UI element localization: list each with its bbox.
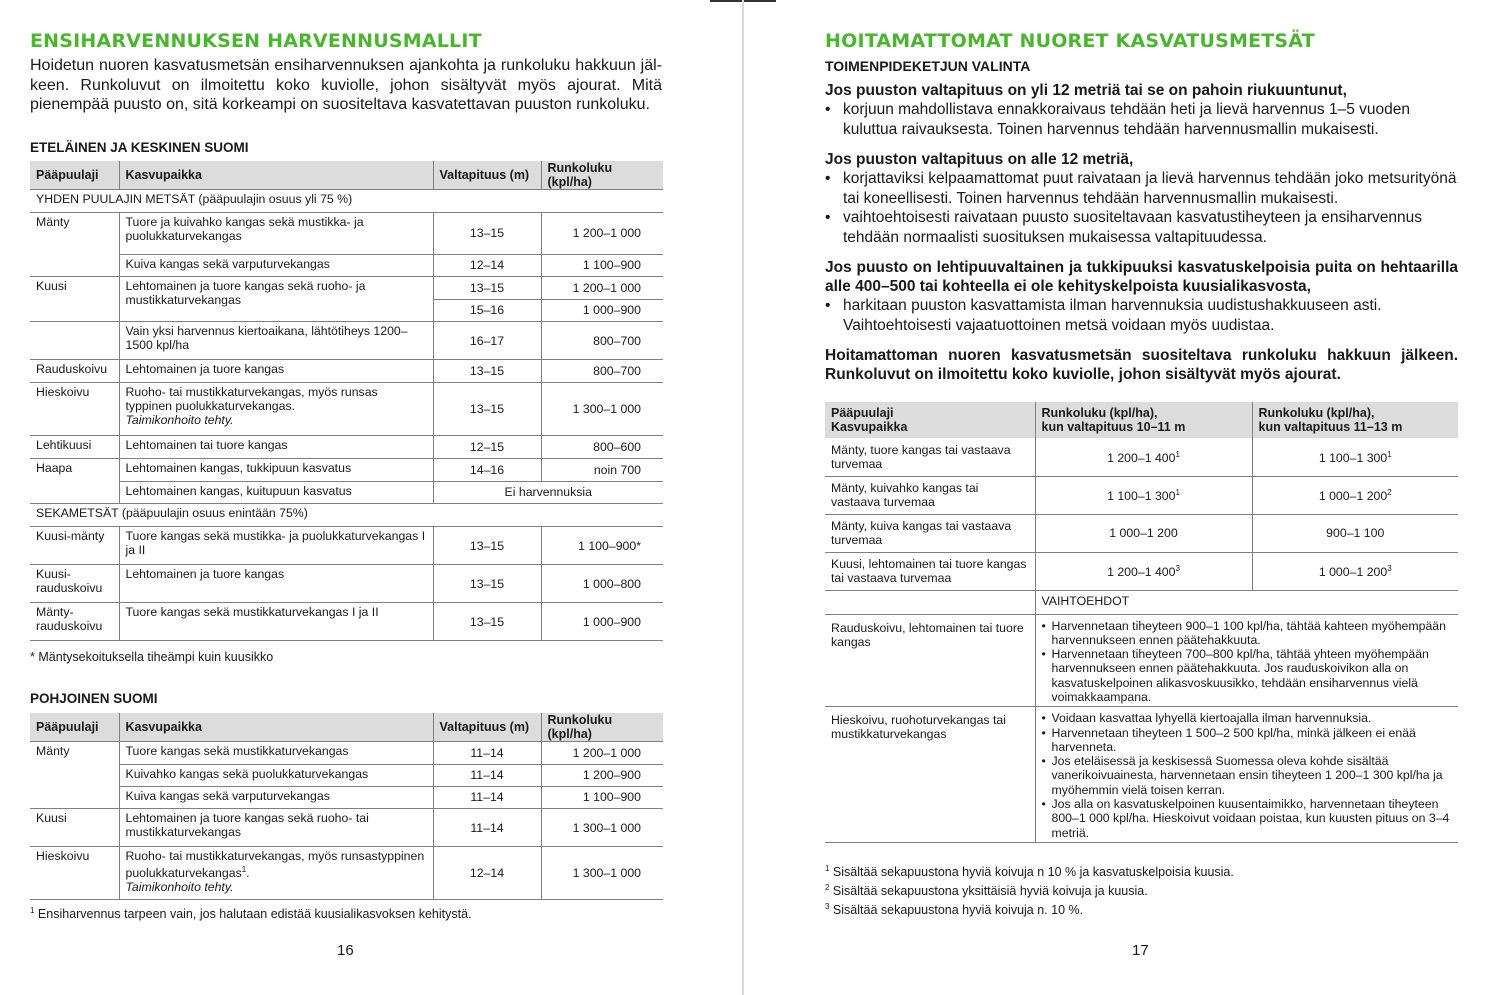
table-header-row [30, 161, 663, 190]
count-cell: 1 100–900* [541, 527, 663, 565]
species-cell: Mänty [36, 744, 70, 758]
table-row [825, 514, 1458, 552]
col-header-count-11-13 [1252, 402, 1458, 438]
table-row [30, 254, 663, 277]
table-note-south: * Mäntysekoituksella tiheämpi kuin kuusikko [30, 650, 274, 664]
block-heading-3: Jos puusto on lehtipuuvaltainen ja tukkipuuksi kasvatuskelpoisia puita on hehtaarilla alle 400–500 tai kohteella ei ole kehityskelpoista kuusialikasvosta, [825, 259, 1458, 295]
value-cell [1252, 476, 1458, 514]
group-row [30, 504, 663, 527]
alternative-row [825, 707, 1458, 843]
table-unmanaged [825, 402, 1458, 843]
footnote-text: Sisältää sekapuustona yksittäisiä hyviä koivuja ja kuusia. [829, 884, 1148, 899]
col-header-count: Runkoluku (kpl/ha) [541, 713, 663, 742]
empty-cell [825, 590, 1035, 614]
table-row [30, 213, 663, 255]
count-cell: 1 300–1 000 [541, 847, 663, 900]
value-text: 900–1 100 [1326, 526, 1385, 540]
height-cell: 11–14 [433, 764, 541, 786]
site-cell [119, 847, 433, 900]
label-cell: Rauduskoivu, lehtomainen tai tuore kangas [825, 614, 1035, 707]
list-item: • Jos eteläisessä ja keskisessä Suomessa oleva kohde sisältää vanerikoivuainesta, harvennetaan ensin tiheyteen 1 200–1 300 kpl/ha ja myöhemmin vielä toisen kerran. [1042, 754, 1453, 797]
table-row [30, 481, 663, 504]
table-row [30, 322, 663, 360]
col-header-height: Valtapituus (m) [433, 161, 541, 190]
footnote [825, 899, 1234, 918]
header-line: kun valtapituus 11–13 m [1258, 420, 1403, 434]
count-cell: 800–600 [541, 436, 663, 459]
footnote-ref: 1 [1175, 488, 1180, 498]
footnote-left [30, 906, 472, 921]
height-cell: 13–15 [433, 277, 541, 300]
value-text: 1 100–1 300 [1107, 489, 1176, 504]
footnote-text: Sisältää sekapuustona hyviä koivuja n. 10 %. [829, 903, 1084, 918]
species-cell [30, 322, 119, 360]
footnote-ref: 2 [1387, 488, 1392, 498]
footnote-ref: 1 [1175, 450, 1180, 460]
count-cell: 1 100–900 [541, 254, 663, 277]
group-label: YHDEN PUULAJIN METSÄT (pääpuulajin osuus yli 75 %) [30, 190, 663, 213]
species-cell: Kuusi [36, 279, 67, 293]
height-cell: 12–14 [433, 847, 541, 900]
site-cell: Kuiva kangas sekä varputurvekangas [119, 786, 433, 809]
footnote-marker: 3 [825, 902, 830, 912]
subtitle: TOIMENPIDEKETJUN VALINTA [825, 58, 1031, 74]
footnote-text: Sisältää sekapuustona hyviä koivuja n 10 % ja kasvatuskelpoisia kuusia. [829, 865, 1234, 880]
site-cell: Lehtomainen kangas, kuitupuun kasvatus [119, 481, 433, 504]
intro-paragraph-left: Hoidetun nuoren kasvatusmetsän ensiharvennuksen ajankohta ja runkoluku hakkuun jälkeen. Runkoluvut on ilmoitettu koko kuviolle, johon sisältyvät myös ajourat. Mitä pienempää puusto on, sitä korkeampi on suositeltava kasvatettavan puuston runkoluku. [30, 57, 662, 113]
col-header-species: Pääpuulaji [30, 161, 119, 190]
height-cell: 11–14 [433, 809, 541, 847]
count-cell: 1 300–1 000 [541, 383, 663, 436]
count-cell: 1 000–900 [541, 299, 663, 322]
table-row [30, 459, 663, 482]
height-cell: 12–14 [433, 254, 541, 277]
count-cell: 1 200–900 [541, 764, 663, 786]
header-line: Runkoluku (kpl/ha), [1258, 406, 1375, 420]
header-line: Kasvupaikka [831, 420, 908, 434]
height-cell: 14–16 [433, 459, 541, 482]
site-text: Ruoho- tai mustikkaturvekangas, myös runsas typpinen puolukkaturvekangas. [125, 385, 378, 413]
col-header-species: Pääpuulaji [30, 713, 119, 742]
height-cell: 13–15 [433, 527, 541, 565]
height-cell: 13–15 [433, 360, 541, 383]
table-row [30, 360, 663, 383]
table-row [30, 436, 663, 459]
value-cell [1252, 514, 1458, 552]
bullet-list-1 [825, 100, 1458, 139]
height-cell: 11–14 [433, 742, 541, 765]
site-cell: Kuiva kangas sekä varputurvekangas [119, 254, 433, 277]
block-heading-1: Jos puuston valtapituus on yli 12 metriä tai se on pahoin riukuuntunut, [825, 82, 1347, 99]
site-cell [119, 383, 433, 436]
site-cell: Tuore kangas sekä mustikkaturvekangas [119, 742, 433, 765]
table-header-row [825, 402, 1458, 438]
site-cell: Tuore ja kuivahko kangas sekä mustikka- ja puolukkaturvekangas [119, 213, 433, 255]
count-cell: 1 200–1 000 [541, 277, 663, 300]
table-row [30, 809, 663, 847]
group-label: SEKAMETSÄT (pääpuulajin osuus enintään 75%) [30, 504, 663, 527]
value-cell [1035, 476, 1252, 514]
table-row [825, 476, 1458, 514]
list-item: • korjattaviksi kelpaamattomat puut raivataan ja lievä harvennus tehdään joko metsurityönä tai koneellisesti. Toinen harvennus tehdään harvennusmallin mukaisesti. [825, 169, 1458, 208]
species-cell: Mänty [36, 215, 70, 229]
count-cell: 1 000–900 [541, 603, 663, 641]
col-header-height: Valtapituus (m) [433, 713, 541, 742]
footnote [825, 880, 1234, 899]
site-note: Taimikonhoito tehty. [125, 413, 234, 427]
height-cell: 11–14 [433, 786, 541, 809]
site-cell: Lehtomainen ja tuore kangas sekä ruoho- tai mustikkaturvekangas [119, 809, 433, 847]
value-text: 1 000–1 200 [1318, 565, 1388, 580]
species-cell [30, 254, 119, 277]
count-cell: 1 000–800 [541, 565, 663, 603]
site-cell: Lehtomainen ja tuore kangas sekä ruoho- ja mustikkaturvekangas [119, 277, 433, 322]
value-text: 1 200–1 400 [1107, 565, 1176, 580]
height-cell: 13–15 [433, 213, 541, 255]
bullet-list-2 [825, 169, 1458, 247]
species-cell: Hieskoivu [30, 383, 119, 436]
site-text: Ruoho- tai mustikkaturvekangas, myös runsastyppinen puolukkaturvekangas [125, 849, 425, 881]
count-cell: 1 200–1 000 [541, 213, 663, 255]
list-item: • korjuun mahdollistava ennakkoraivaus tehdään heti ja lievä harvennus 1–5 vuoden kuluttua raivauksesta. Toinen harvennus tehdään harvennusmallin mukaisesti. [825, 100, 1458, 139]
footnote-marker: 1 [30, 906, 35, 915]
species-cell: Rauduskoivu [30, 360, 119, 383]
species-cell [30, 299, 119, 322]
site-cell: Tuore kangas sekä mustikka- ja puolukkaturvekangas I ja II [119, 527, 433, 565]
table-intro: Hoitamattoman nuoren kasvatusmetsän suositeltava runkoluku hakkuun jälkeen. Runkoluvut on ilmoitettu koko kuviolle, johon sisältyvät myös ajourat. [825, 347, 1458, 383]
table-row [30, 742, 663, 765]
table-row [30, 277, 663, 300]
alternatives-list [1042, 619, 1453, 705]
header-line: kun valtapituus 10–11 m [1041, 420, 1186, 434]
table-row [30, 786, 663, 809]
label-cell: Mänty, kuiva kangas tai vastaava turvemaa [825, 514, 1035, 552]
list-item: • Harvennetaan tiheyteen 700–800 kpl/ha, tähtää yhteen myöhempään harvennukseen ennen päätehakkuuta. Jos rauduskoivikon alla on kasvatuskelpoinen alikasvoskuusikko, tehdään ensiharvennus vielä voimakkaampana. [1042, 647, 1453, 704]
species-cell: Kuusi-mänty [30, 527, 119, 565]
table-header-row [30, 713, 663, 742]
table-row [30, 847, 663, 900]
table-row [825, 438, 1458, 476]
footnote [825, 861, 1234, 880]
label-cell: Mänty, tuore kangas tai vastaava turvemaa [825, 438, 1035, 476]
value-cell [1252, 552, 1458, 590]
table-north [30, 713, 663, 900]
species-cell: Lehtikuusi [30, 436, 119, 459]
header-line: Pääpuulaji [831, 406, 894, 420]
table-row [825, 552, 1458, 590]
block-heading-2: Jos puuston valtapituus on alle 12 metriä, [825, 151, 1134, 168]
site-cell: Lehtomainen kangas, tukkipuun kasvatus [119, 459, 433, 482]
label-cell: Kuusi, lehtomainen tai tuore kangas tai vastaava turvemaa [825, 552, 1035, 590]
site-cell: Vain yksi harvennus kiertoaikana, lähtötiheys 1200–1500 kpl/ha [119, 322, 433, 360]
count-cell: 1 100–900 [541, 786, 663, 809]
list-item: • harkitaan puuston kasvattamista ilman harvennuksia uudistushakkuuseen asti. Vaihtoehtoisesti vajaatuottoinen metsä voidaan myös uudistaa. [825, 296, 1458, 335]
table-south [30, 161, 663, 641]
value-text: 1 000–1 200 [1109, 526, 1178, 540]
site-note: Taimikonhoito tehty. [125, 880, 234, 895]
alternatives-heading: VAIHTOEHDOT [1035, 590, 1458, 614]
species-cell [30, 764, 119, 786]
list-item: • Harvennetaan tiheyteen 900–1 100 kpl/ha, tähtää kahteen myöhempään harvennukseen ennen päätehakkuuta. [1042, 619, 1453, 648]
list-item: • Voidaan kasvattaa lyhyellä kiertoajalla ilman harvennuksia. [1042, 711, 1453, 725]
footnotes-right [825, 861, 1234, 918]
height-cell: 13–15 [433, 565, 541, 603]
value-text: 1 100–1 300 [1318, 451, 1388, 466]
species-cell: Kuusi-rauduskoivu [30, 565, 119, 603]
section-heading-north: POHJOINEN SUOMI [30, 691, 158, 706]
footnote-marker: 1 [825, 864, 830, 873]
col-header-count: Runkoluku (kpl/ha) [541, 161, 663, 190]
page-16 [0, 0, 742, 995]
species-cell [30, 786, 119, 809]
site-cell: Tuore kangas sekä mustikkaturvekangas I ja II [119, 603, 433, 641]
table-row [30, 383, 663, 436]
footnote-ref: 3 [1175, 564, 1180, 574]
site-cell: Lehtomainen tai tuore kangas [119, 436, 433, 459]
species-cell: Haapa [36, 461, 73, 475]
table-row [30, 565, 663, 603]
count-cell: 1 200–1 000 [541, 742, 663, 765]
height-cell: 15–16 [433, 299, 541, 322]
col-header-species-site [825, 402, 1035, 438]
footnote-text: Ensiharvennus tarpeen vain, jos halutaan edistää kuusialikasvoksen kehitystä. [34, 907, 472, 922]
footnote-ref: 1 [241, 865, 247, 874]
list-item: • Jos alla on kasvatuskelpoinen kuusentaimikko, harvennetaan tiheyteen 800–1 000 kpl/ha. Hieskoivut voidaan poistaa, kun kuusten pituus on 3–4 metriä. [1042, 797, 1453, 840]
col-header-site: Kasvupaikka [119, 713, 433, 742]
count-cell: 800–700 [541, 360, 663, 383]
value-cell [1035, 552, 1252, 590]
height-cell: 12–15 [433, 436, 541, 459]
value-text: 1 200–1 400 [1107, 451, 1176, 466]
site-text-end: . [246, 866, 250, 881]
footnote-ref: 3 [1387, 564, 1392, 574]
height-cell: 16–17 [433, 322, 541, 360]
page-title-left: ENSIHARVENNUKSEN HARVENNUSMALLIT [30, 30, 482, 52]
species-cell: Mänty-rauduskoivu [30, 603, 119, 641]
table-row [30, 603, 663, 641]
value-cell [1035, 438, 1252, 476]
label-cell: Hieskoivu, ruohoturvekangas tai mustikkaturvekangas [825, 707, 1035, 843]
bullet-list-3 [825, 296, 1458, 335]
species-cell [30, 481, 119, 504]
height-cell: 13–15 [433, 603, 541, 641]
value-cell [1035, 514, 1252, 552]
footnote-ref: 1 [1387, 450, 1392, 460]
site-cell: Lehtomainen ja tuore kangas [119, 360, 433, 383]
alternatives-cell [1035, 614, 1458, 707]
page-number-left: 16 [337, 942, 354, 959]
header-line: Runkoluku (kpl/ha), [1041, 406, 1158, 420]
alternatives-heading-row [825, 590, 1458, 614]
col-header-count-10-11 [1035, 402, 1252, 438]
species-cell: Kuusi [30, 809, 119, 847]
merged-cell: Ei harvennuksia [433, 481, 663, 504]
section-heading-south: ETELÄINEN JA KESKINEN SUOMI [30, 140, 249, 155]
alternatives-cell [1035, 707, 1458, 843]
height-cell: 13–15 [433, 383, 541, 436]
table-row [30, 764, 663, 786]
list-item: • vaihtoehtoisesti raivataan puusto suositeltavaan kasvatustiheyteen ja ensiharvennus tehdään normaalisti suosituksen mukaisessa valtapituudessa. [825, 208, 1458, 247]
count-cell: 1 300–1 000 [541, 809, 663, 847]
label-cell: Mänty, kuivahko kangas tai vastaava turvemaa [825, 476, 1035, 514]
count-cell: 800–700 [541, 322, 663, 360]
page-17 [745, 0, 1490, 995]
site-cell: Kuivahko kangas sekä puolukkaturvekangas [119, 764, 433, 786]
group-row [30, 190, 663, 213]
count-cell: noin 700 [541, 459, 663, 482]
alternative-row [825, 614, 1458, 707]
page-spine [742, 0, 744, 995]
col-header-site: Kasvupaikka [119, 161, 433, 190]
page-title-right: HOITAMATTOMAT NUORET KASVATUSMETSÄT [825, 30, 1315, 52]
site-cell: Lehtomainen ja tuore kangas [119, 565, 433, 603]
value-cell [1252, 438, 1458, 476]
table-row [30, 527, 663, 565]
value-text: 1 000–1 200 [1318, 489, 1388, 504]
alternatives-list [1042, 711, 1453, 840]
page-number-right: 17 [1132, 942, 1149, 959]
footnote-marker: 2 [825, 883, 830, 893]
list-item: • Harvennetaan tiheyteen 1 500–2 500 kpl/ha, minkä jälkeen ei enää harvenneta. [1042, 726, 1453, 755]
species-cell: Hieskoivu [30, 847, 119, 900]
